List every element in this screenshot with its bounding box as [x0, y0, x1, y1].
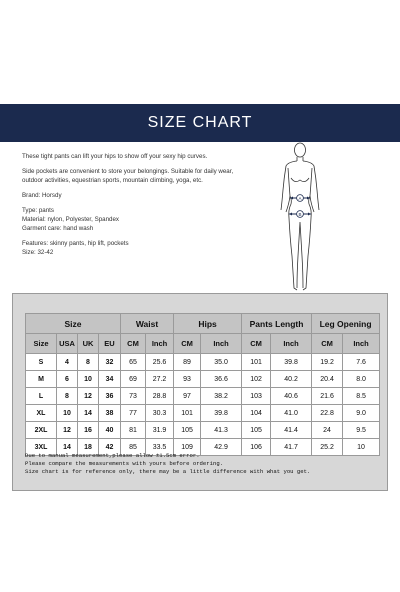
size-table [25, 313, 380, 456]
table-cell: 20.4 [312, 371, 343, 388]
table-cell: 9.5 [343, 422, 380, 439]
table-cell: 9.0 [343, 405, 380, 422]
table-cell: 30.3 [146, 405, 174, 422]
body-outline-icon [270, 138, 330, 298]
waist-label-a: A [298, 196, 302, 201]
size-label-cell: XL [26, 405, 57, 422]
table-cell: 10 [57, 405, 78, 422]
table-cell: 41.3 [201, 422, 242, 439]
table-cell: 14 [57, 439, 78, 456]
hip-label-b: B [298, 212, 302, 217]
table-cell: 77 [121, 405, 146, 422]
table-cell: 38.2 [201, 388, 242, 405]
table-cell: 105 [242, 422, 271, 439]
table-cell: 34 [99, 371, 121, 388]
table-row [26, 371, 380, 388]
table-cell: 7.6 [343, 354, 380, 371]
table-cell: 102 [242, 371, 271, 388]
sub-header-row [26, 334, 380, 354]
subheader-cell: Size [26, 334, 57, 354]
description-type: Type: pants [22, 206, 54, 214]
table-cell: 6 [57, 371, 78, 388]
size-chart-panel [12, 293, 388, 491]
table-cell: 40 [99, 422, 121, 439]
table-cell: 36 [99, 388, 121, 405]
table-row [26, 354, 380, 371]
subheader-cell: CM [121, 334, 146, 354]
table-row [26, 405, 380, 422]
table-cell: 12 [78, 388, 99, 405]
description-features: Features: skinny pants, hip lift, pockets [22, 239, 129, 247]
subheader-cell: Inch [271, 334, 312, 354]
table-cell: 28.8 [146, 388, 174, 405]
subheader-cell: Inch [146, 334, 174, 354]
subheader-cell: CM [174, 334, 201, 354]
table-cell: 16 [78, 422, 99, 439]
table-cell: 106 [242, 439, 271, 456]
table-cell: 31.9 [146, 422, 174, 439]
table-cell: 41.4 [271, 422, 312, 439]
table-cell: 101 [242, 354, 271, 371]
header-leg-opening: Leg Opening [312, 314, 380, 334]
table-cell: 8.0 [343, 371, 380, 388]
header-waist: Waist [121, 314, 174, 334]
table-cell: 19.2 [312, 354, 343, 371]
banner-title: SIZE CHART [147, 114, 253, 131]
table-cell: 42.9 [201, 439, 242, 456]
table-row [26, 388, 380, 405]
subheader-cell: Inch [343, 334, 380, 354]
table-cell: 27.2 [146, 371, 174, 388]
subheader-cell: CM [312, 334, 343, 354]
table-cell: 33.5 [146, 439, 174, 456]
table-cell: 69 [121, 371, 146, 388]
size-label-cell: L [26, 388, 57, 405]
table-cell: 39.8 [201, 405, 242, 422]
table-cell: 21.6 [312, 388, 343, 405]
description-size-range: Size: 32-42 [22, 249, 54, 256]
table-cell: 40.6 [271, 388, 312, 405]
table-cell: 42 [99, 439, 121, 456]
product-description [22, 152, 277, 257]
description-material: Material: nylon, Polyester, Spandex [22, 215, 119, 223]
table-cell: 41.7 [271, 439, 312, 456]
measurement-notes [25, 452, 380, 476]
table-cell: 14 [78, 405, 99, 422]
subheader-cell: Inch [201, 334, 242, 354]
description-pockets-line1: Side pockets are convenient to store your belongings. Suitable for daily wear, [22, 167, 234, 175]
table-cell: 89 [174, 354, 201, 371]
group-header-row [26, 314, 380, 334]
table-cell: 25.2 [312, 439, 343, 456]
description-intro: These tight pants can lift your hips to show off your sexy hip curves. [22, 153, 208, 160]
table-cell: 93 [174, 371, 201, 388]
description-care: Garment care: hand wash [22, 225, 94, 232]
table-cell: 18 [78, 439, 99, 456]
title-banner [0, 104, 400, 142]
subheader-cell: UK [78, 334, 99, 354]
size-table-body [26, 354, 380, 456]
note-line: Please compare the measurements with yours before ordering. [25, 460, 224, 467]
table-cell: 85 [121, 439, 146, 456]
body-measurement-figure [270, 138, 330, 298]
table-cell: 73 [121, 388, 146, 405]
table-cell: 24 [312, 422, 343, 439]
table-cell: 81 [121, 422, 146, 439]
table-cell: 32 [99, 354, 121, 371]
header-size-group: Size [26, 314, 121, 334]
table-row [26, 422, 380, 439]
table-cell: 41.0 [271, 405, 312, 422]
table-cell: 65 [121, 354, 146, 371]
description-pockets-line2: outdoor activities, equestrian sports, mountain climbing, yoga, etc. [22, 177, 203, 184]
table-cell: 36.6 [201, 371, 242, 388]
subheader-cell: USA [57, 334, 78, 354]
subheader-cell: EU [99, 334, 121, 354]
table-cell: 8 [57, 388, 78, 405]
table-cell: 103 [242, 388, 271, 405]
table-cell: 22.8 [312, 405, 343, 422]
table-cell: 35.0 [201, 354, 242, 371]
table-cell: 39.8 [271, 354, 312, 371]
table-cell: 101 [174, 405, 201, 422]
table-cell: 104 [242, 405, 271, 422]
table-cell: 25.6 [146, 354, 174, 371]
size-label-cell: S [26, 354, 57, 371]
table-cell: 105 [174, 422, 201, 439]
size-label-cell: 3XL [26, 439, 57, 456]
header-hips: Hips [174, 314, 242, 334]
size-label-cell: M [26, 371, 57, 388]
table-cell: 12 [57, 422, 78, 439]
header-pants-length: Pants Length [242, 314, 312, 334]
table-cell: 38 [99, 405, 121, 422]
table-cell: 8.5 [343, 388, 380, 405]
description-brand: Brand: Horsdy [22, 191, 62, 199]
note-line: Due to manual measurement,please allow ±1.5cm error. [25, 452, 200, 459]
table-cell: 40.2 [271, 371, 312, 388]
subheader-cell: CM [242, 334, 271, 354]
table-cell: 10 [343, 439, 380, 456]
table-cell: 8 [78, 354, 99, 371]
table-cell: 4 [57, 354, 78, 371]
note-line: Size chart is for reference only, there may be a little difference with what you get. [25, 468, 311, 475]
size-label-cell: 2XL [26, 422, 57, 439]
table-cell: 10 [78, 371, 99, 388]
table-cell: 109 [174, 439, 201, 456]
table-cell: 97 [174, 388, 201, 405]
